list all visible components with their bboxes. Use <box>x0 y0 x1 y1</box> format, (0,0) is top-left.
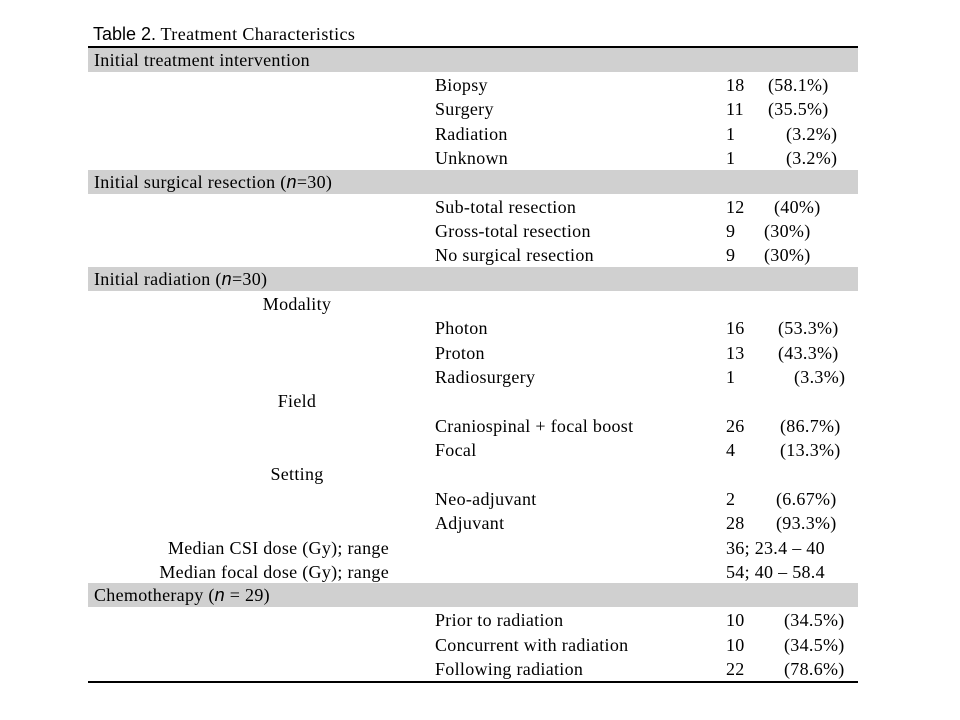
row-item: Adjuvant <box>435 513 505 534</box>
row-item: Gross-total resection <box>435 220 591 241</box>
group-label-field: Field <box>277 391 317 412</box>
median-value: 36; 23.4 – 40 <box>726 537 825 558</box>
table-row <box>88 145 858 169</box>
row-percent: (53.3%) <box>778 318 839 339</box>
row-item: Radiation <box>435 123 508 144</box>
row-item: Radiosurgery <box>435 366 536 387</box>
section-n-value: = 29) <box>224 585 270 606</box>
median-label: Median focal dose (Gy); range <box>159 562 389 583</box>
row-percent: (86.7%) <box>780 415 841 436</box>
section-n-value: =30) <box>231 268 268 289</box>
row-percent: (3.2%) <box>786 123 838 144</box>
row-count: 28 <box>726 513 745 534</box>
table-row <box>88 315 858 339</box>
group-label-setting: Setting <box>270 464 324 485</box>
section-header-chemotherapy <box>88 583 858 607</box>
table-row <box>88 632 858 656</box>
group-label-row <box>88 291 858 315</box>
table-row <box>88 96 858 120</box>
row-percent: (3.2%) <box>786 148 838 169</box>
row-percent: (30%) <box>764 245 811 266</box>
row-count: 1 <box>726 148 736 169</box>
group-label-modality: Modality <box>262 293 332 314</box>
median-row <box>88 535 858 559</box>
group-label-row <box>88 461 858 485</box>
median-row <box>88 559 858 583</box>
row-item: Concurrent with radiation <box>435 634 629 655</box>
row-count: 1 <box>726 366 736 387</box>
table-row <box>88 510 858 534</box>
section-n-value: =30) <box>296 171 333 192</box>
row-percent: (3.3%) <box>794 366 846 387</box>
row-percent: (34.5%) <box>784 634 845 655</box>
table-row <box>88 656 858 682</box>
row-count: 9 <box>726 245 736 266</box>
section-header-initial-surgical-resection <box>88 170 858 194</box>
table-row <box>88 121 858 145</box>
row-percent: (34.5%) <box>784 610 845 631</box>
row-item: Craniospinal + focal boost <box>435 415 634 436</box>
treatment-characteristics-table <box>88 22 858 683</box>
row-count: 2 <box>726 488 736 509</box>
row-count: 4 <box>726 440 736 461</box>
row-percent: (6.67%) <box>776 488 837 509</box>
row-item: Unknown <box>435 148 509 169</box>
table-label: Table 2. <box>93 24 157 44</box>
row-percent: (58.1%) <box>768 75 829 95</box>
row-count: 13 <box>726 342 745 363</box>
section-n-symbol: n <box>221 268 232 289</box>
row-count: 1 <box>726 123 736 144</box>
table-row <box>88 242 858 266</box>
section-n-symbol: n <box>286 171 297 192</box>
row-count: 9 <box>726 220 736 241</box>
section-header-initial-radiation <box>88 267 858 291</box>
row-item: Focal <box>435 440 477 461</box>
row-item: Proton <box>435 342 485 363</box>
table-title: Treatment Characteristics <box>160 24 356 44</box>
row-item: Biopsy <box>435 75 488 95</box>
row-count: 16 <box>726 318 745 339</box>
row-item: Neo-adjuvant <box>435 488 537 509</box>
table-row <box>88 607 858 631</box>
row-count: 10 <box>726 610 745 631</box>
row-item: Photon <box>435 318 488 339</box>
table-row <box>88 340 858 364</box>
section-title: Chemotherapy ( <box>94 585 215 606</box>
row-item: No surgical resection <box>435 245 594 266</box>
table-row <box>88 194 858 218</box>
table-row <box>88 218 858 242</box>
row-percent: (93.3%) <box>776 513 837 534</box>
row-item: Prior to radiation <box>435 610 564 631</box>
group-label-row <box>88 388 858 412</box>
row-percent: (35.5%) <box>768 99 829 120</box>
table-row <box>88 413 858 437</box>
row-percent: (43.3%) <box>778 342 839 363</box>
table-row <box>88 486 858 510</box>
section-n-symbol: n <box>214 585 225 606</box>
row-count: 12 <box>726 196 745 217</box>
table-caption <box>88 22 858 48</box>
row-percent: (40%) <box>774 196 821 217</box>
median-label: Median CSI dose (Gy); range <box>167 537 389 558</box>
row-percent: (30%) <box>764 220 811 241</box>
table-row <box>88 437 858 461</box>
row-count: 18 <box>726 75 745 95</box>
median-value: 54; 40 – 58.4 <box>726 562 825 583</box>
row-item: Surgery <box>435 99 494 120</box>
row-item: Following radiation <box>435 659 584 680</box>
row-count: 26 <box>726 415 745 436</box>
row-percent: (13.3%) <box>780 440 841 461</box>
section-header-initial-treatment <box>88 48 858 72</box>
row-percent: (78.6%) <box>784 659 845 680</box>
row-count: 22 <box>726 659 745 680</box>
row-count: 10 <box>726 634 745 655</box>
section-title: Initial surgical resection ( <box>94 171 287 192</box>
table-row <box>88 72 858 96</box>
row-count: 11 <box>726 99 744 120</box>
row-item: Sub-total resection <box>435 196 577 217</box>
section-title: Initial radiation ( <box>94 268 222 289</box>
table-row <box>88 364 858 388</box>
section-title: Initial treatment intervention <box>94 50 310 70</box>
